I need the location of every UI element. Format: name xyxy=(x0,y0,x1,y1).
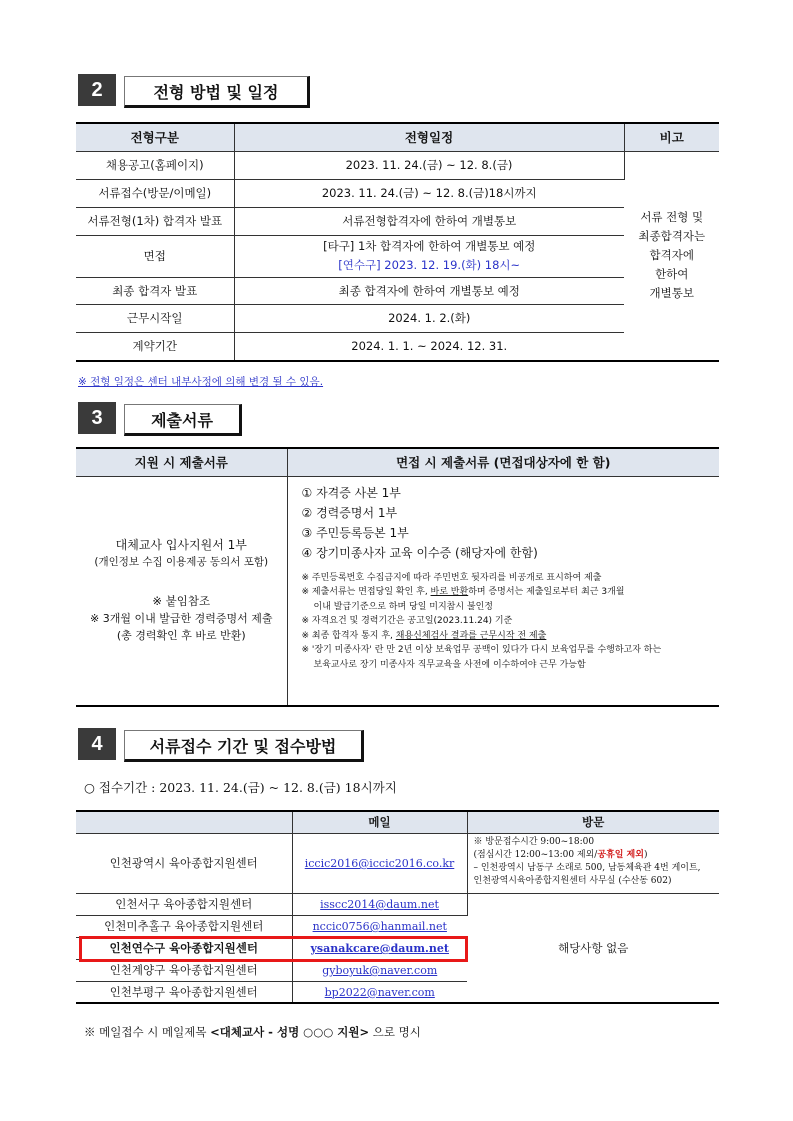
table-cell: 2023. 11. 24.(금) ~ 12. 8.(금)18시까지 xyxy=(234,179,624,207)
doc-note: ※ 자격요건 및 경력기간은 공고일(2023.11.24) 기준 xyxy=(301,616,513,626)
doc-note: ※ '장기 미종사자' 란 만 2년 이상 보육업무 공백이 있다가 다시 보육업무를 수행하고자 하는 xyxy=(301,645,662,655)
doc-line: ※ 3개월 이내 발급한 경력증명서 제출 xyxy=(90,612,273,626)
section-title: 전형 방법 및 일정 xyxy=(124,76,310,108)
email-link[interactable]: isscc2014@daum.net xyxy=(292,893,467,915)
email-link[interactable]: nccic0756@hanmail.net xyxy=(292,915,467,937)
col-header: 메일 xyxy=(292,811,467,833)
doc-line: (개인정보 수집 이용제공 동의서 포함) xyxy=(94,556,269,569)
submission-period: ○ 접수기간 : 2023. 11. 24.(금) ~ 12. 8.(금) 18시까지 xyxy=(84,780,397,795)
table-cell: 2023. 11. 24.(금) ~ 12. 8.(금) xyxy=(234,151,624,179)
table-cell: 최종 합격자에 한하여 개별통보 예정 xyxy=(234,277,624,304)
remark-line: 합격자에 xyxy=(649,248,694,263)
table-cell: 근무시작일 xyxy=(76,304,234,332)
doc-note: 이내 발급기준으로 하며 당일 미지참시 불인정 xyxy=(313,601,493,612)
visit-line: ※ 방문접수시간 9:00~18:00 xyxy=(473,836,595,847)
section-number: 2 xyxy=(78,74,116,106)
section-4-heading xyxy=(78,728,368,764)
center-name-highlighted: 인천연수구 육아종합지원센터 xyxy=(76,937,292,959)
doc-line: ※ 붙임참조 xyxy=(152,594,211,609)
col-header: 전형일정 xyxy=(234,123,624,151)
section-3-heading xyxy=(78,402,246,438)
table-cell: 2024. 1. 2.(화) xyxy=(234,304,624,332)
table-cell: 채용공고(홈페이지) xyxy=(76,151,234,179)
doc-note: ※ 최종 합격자 통지 후, 채용신체검사 결과를 근무시작 전 제출 xyxy=(301,630,547,641)
schedule-table xyxy=(76,122,719,362)
table-cell: 계약기간 xyxy=(76,332,234,361)
center-name: 인천부평구 육아종합지원센터 xyxy=(76,981,292,1003)
doc-line: 대체교사 입사지원서 1부 xyxy=(115,538,247,553)
doc-note: ※ 제출서류는 면접당일 확인 후, 바로 반환하며 증명서는 제출일로부터 최근 3개월 xyxy=(301,587,625,597)
remark-line: 개별통보 xyxy=(649,286,694,301)
remark-line: 한하여 xyxy=(655,267,689,282)
visit-line: (점심시간 12:00~13:00 제외/공휴일 제외) xyxy=(473,849,648,860)
remark-cell xyxy=(624,151,719,361)
doc-note: ※ 주민등록번호 수집금지에 따라 주민번호 뒷자리를 비공개로 표시하여 제출 xyxy=(301,572,602,583)
visit-line: 인천광역시육아종합지원센터 사무실 (수산동 602) xyxy=(473,875,672,886)
visit-none: 해당사항 없음 xyxy=(467,893,719,1003)
section-number: 4 xyxy=(78,728,116,760)
schedule-line: [타구] 1차 합격자에 한하여 개별통보 예정 xyxy=(323,239,536,253)
col-header: 비고 xyxy=(624,123,719,151)
schedule-line-highlight: [연수구] 2023. 12. 19.(화) 18시~ xyxy=(338,258,521,272)
col-header: 전형구분 xyxy=(76,123,234,151)
doc-item: ③ 주민등록등본 1부 xyxy=(301,525,409,540)
center-name: 인천계양구 육아종합지원센터 xyxy=(76,959,292,981)
col-header: 지원 시 제출서류 xyxy=(76,448,287,476)
doc-line: (총 경력확인 후 바로 반환) xyxy=(116,629,246,643)
table-cell: 면접 xyxy=(76,235,234,277)
doc-item: ② 경력증명서 1부 xyxy=(301,505,398,520)
col-header: 방문 xyxy=(467,811,719,833)
table-cell: 서류전형합격자에 한하여 개별통보 xyxy=(234,207,624,235)
email-link-highlighted[interactable]: ysanakcare@daum.net xyxy=(292,937,467,959)
highlight-box xyxy=(79,936,468,962)
visit-line: – 인천광역시 남동구 소래로 500, 남동체육관 4번 게이트, xyxy=(473,862,701,873)
table-cell: 서류접수(방문/이메일) xyxy=(76,179,234,207)
table-cell: 최종 합격자 발표 xyxy=(76,277,234,304)
visit-info xyxy=(467,833,719,893)
application-docs-cell xyxy=(76,476,287,706)
email-link[interactable]: gyboyuk@naver.com xyxy=(292,959,467,981)
remark-line: 최종합격자는 xyxy=(638,229,706,244)
email-link[interactable]: bp2022@naver.com xyxy=(292,981,467,1003)
schedule-note: ※ 전형 일정은 센터 내부사정에 의해 변경 될 수 있음. xyxy=(78,376,324,388)
doc-note: 보육교사로 장기 미종사자 직무교육을 사전에 이수하여야 근무 가능함 xyxy=(313,659,586,670)
remark-line: 서류 전형 및 xyxy=(640,210,704,225)
email-link[interactable]: iccic2016@iccic2016.co.kr xyxy=(292,833,467,893)
col-header: 면접 시 제출서류 (면접대상자에 한 함) xyxy=(287,448,719,476)
doc-item: ① 자격증 사본 1부 xyxy=(301,485,401,500)
doc-item: ④ 장기미종사자 교육 이수증 (해당자에 한함) xyxy=(301,545,538,560)
section-number: 3 xyxy=(78,402,116,434)
interview-docs-cell xyxy=(287,476,719,706)
col-header xyxy=(76,811,292,833)
center-name: 인천미추홀구 육아종합지원센터 xyxy=(76,915,292,937)
email-subject-note: ※ 메일접수 시 메일제목 <대체교사 - 성명 ○○○ 지원> 으로 명시 xyxy=(84,1025,421,1039)
table-cell: 서류전형(1차) 합격자 발표 xyxy=(76,207,234,235)
section-title: 제출서류 xyxy=(124,404,242,436)
documents-table xyxy=(76,447,719,707)
section-title: 서류접수 기간 및 접수방법 xyxy=(124,730,364,762)
section-2-heading xyxy=(78,74,314,110)
table-cell xyxy=(234,235,624,277)
center-name: 인천광역시 육아종합지원센터 xyxy=(76,833,292,893)
center-name: 인천서구 육아종합지원센터 xyxy=(76,893,292,915)
submission-table xyxy=(76,810,719,1004)
table-cell: 2024. 1. 1. ~ 2024. 12. 31. xyxy=(234,332,624,361)
